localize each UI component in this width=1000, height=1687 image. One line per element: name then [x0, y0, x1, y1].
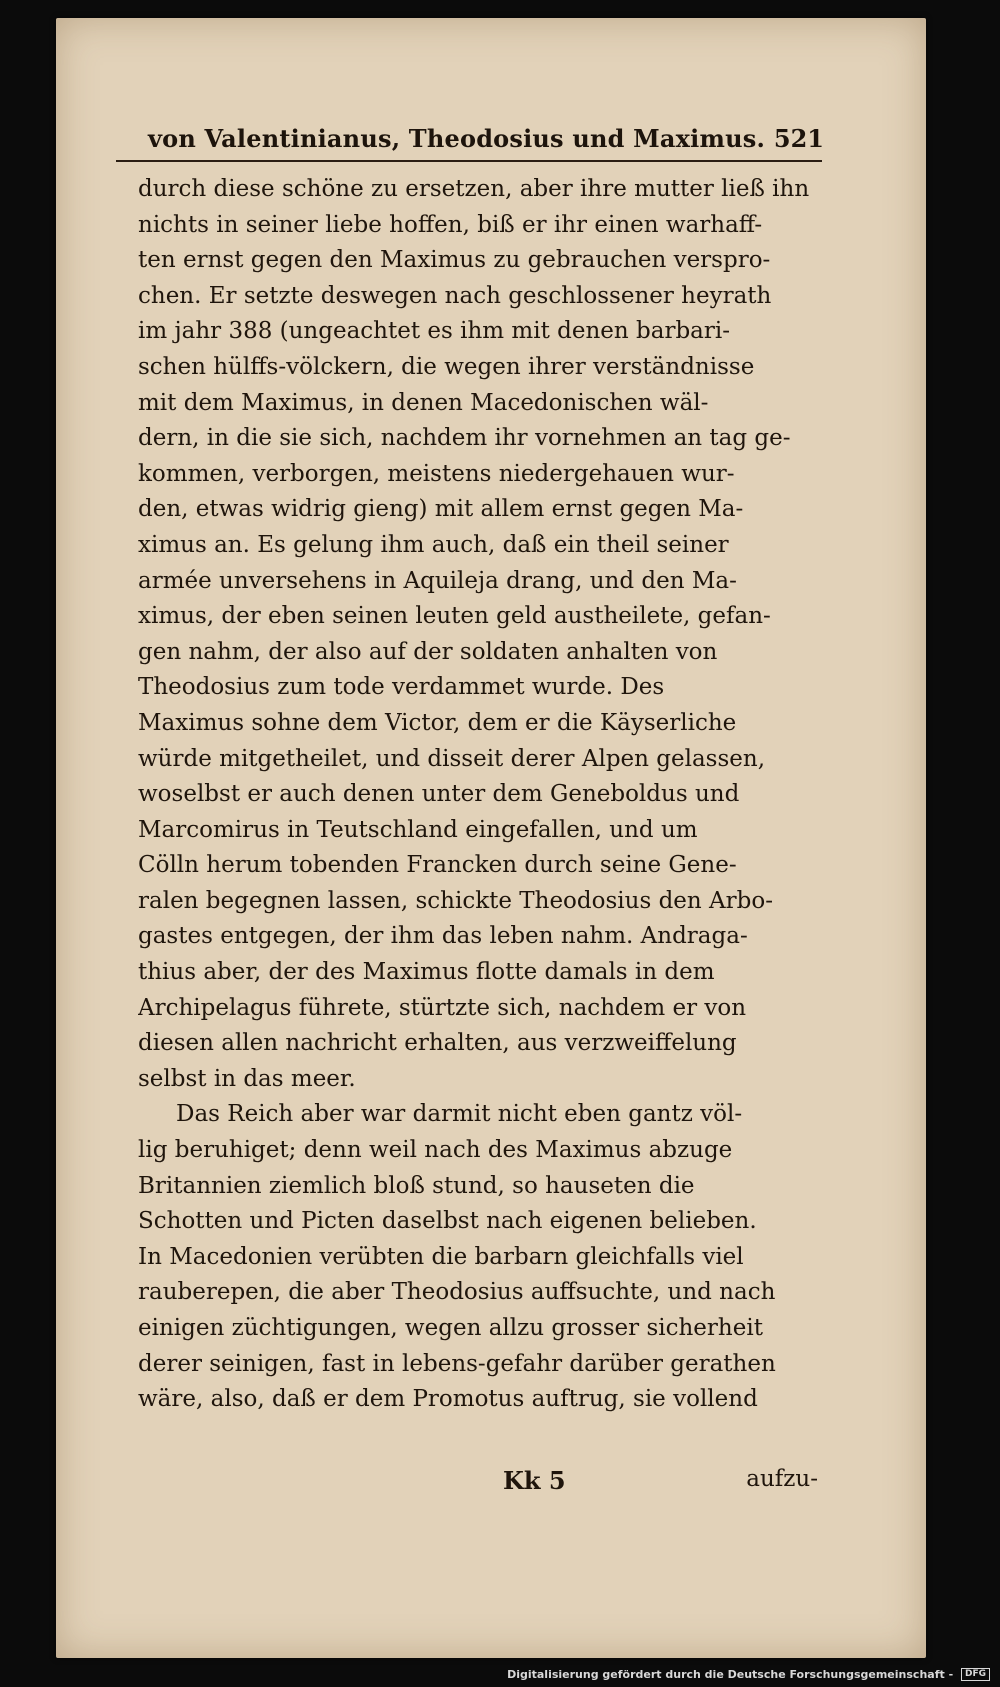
text-line: rauberepen, die aber Theodosius auffsuchte, und nach [138, 1279, 776, 1306]
text-line: ralen begegnen lassen, schickte Theodosius den Arbo- [138, 887, 773, 914]
text-line: ten ernst gegen den Maximus zu gebrauchen verspro- [138, 247, 771, 274]
text-line: derer seinigen, fast in lebens-gefahr darüber gerathen [138, 1350, 776, 1377]
text-line: wäre, also, daß er dem Promotus auftrug, sie vollend [138, 1386, 758, 1413]
text-line: Das Reich aber war darmit nicht eben gantz völ- [176, 1101, 743, 1128]
header-rule [116, 160, 822, 162]
text-line: armée unversehens in Aquileja drang, und den Ma- [138, 567, 737, 594]
text-line: durch diese schöne zu ersetzen, aber ihre mutter ließ ihn [138, 176, 810, 202]
book-page [56, 18, 926, 1658]
text-line: thius aber, der des Maximus flotte damals in dem [138, 959, 715, 986]
credit-text: Digitalisierung gefördert durch die Deutsche Forschungsgemeinschaft - [507, 1667, 954, 1681]
running-title: von Valentinianus, Theodosius und Maximus. [148, 124, 766, 153]
text-line: dern, in die sie sich, nachdem ihr vornehmen an tag ge- [138, 425, 791, 452]
text-line: nichts in seiner liebe hoffen, biß er ihr einen warhaff- [138, 211, 763, 238]
text-line: Maximus sohne dem Victor, dem er die Käyserliche [138, 709, 737, 736]
text-line: Archipelagus führete, stürtzte sich, nachdem er von [138, 994, 747, 1021]
digitization-credit [507, 1668, 990, 1682]
text-line: Theodosius zum tode verdammet wurde. Des [138, 674, 665, 701]
page-header [118, 120, 824, 160]
text-line: gen nahm, der also auf der soldaten anhalten von [138, 638, 718, 665]
text-line: chen. Er setzte deswegen nach geschlossener heyrath [138, 282, 772, 309]
text-line: lig beruhiget; denn weil nach des Maximus abzuge [138, 1137, 733, 1164]
dfg-logo: DFG [961, 1668, 990, 1681]
signature-mark: Kk 5 [503, 1466, 566, 1495]
text-line: In Macedonien verübten die barbarn gleichfalls viel [138, 1243, 744, 1270]
text-line: Marcomirus in Teutschland eingefallen, und um [138, 816, 698, 843]
text-line: selbst in das meer. [138, 1065, 356, 1092]
text-line: ximus an. Es gelung ihm auch, daß ein theil seiner [138, 531, 729, 558]
text-line: gastes entgegen, der ihm das leben nahm. Andraga- [138, 923, 748, 950]
body-text [138, 172, 818, 1418]
text-line: woselbst er auch denen unter dem Geneboldus und [138, 781, 740, 808]
text-line: den, etwas widrig gieng) mit allem ernst gegen Ma- [138, 496, 744, 523]
catchword: aufzu- [746, 1466, 818, 1492]
text-line: würde mitgetheilet, und disseit derer Alpen gelassen, [138, 745, 766, 772]
text-line: im jahr 388 (ungeachtet es ihm mit denen barbari- [138, 318, 731, 345]
text-line: Cölln herum tobenden Francken durch seine Gene- [138, 852, 737, 879]
text-line: mit dem Maximus, in denen Macedonischen wäl- [138, 389, 709, 416]
text-line: diesen allen nachricht erhalten, aus verzweiffelung [138, 1030, 737, 1057]
text-line: kommen, verborgen, meistens niedergehauen wur- [138, 460, 735, 487]
page-footer [138, 1466, 818, 1506]
page-number: 521 [773, 124, 824, 153]
text-line: schen hülffs-völckern, die wegen ihrer verständnisse [138, 353, 755, 380]
text-line: ximus, der eben seinen leuten geld austheilete, gefan- [138, 603, 771, 630]
text-line: Schotten und Picten daselbst nach eigenen belieben. [138, 1208, 757, 1235]
text-line: Britannien ziemlich bloß stund, so hauseten die [138, 1172, 695, 1199]
text-line: einigen züchtigungen, wegen allzu grosser sicherheit [138, 1315, 763, 1341]
